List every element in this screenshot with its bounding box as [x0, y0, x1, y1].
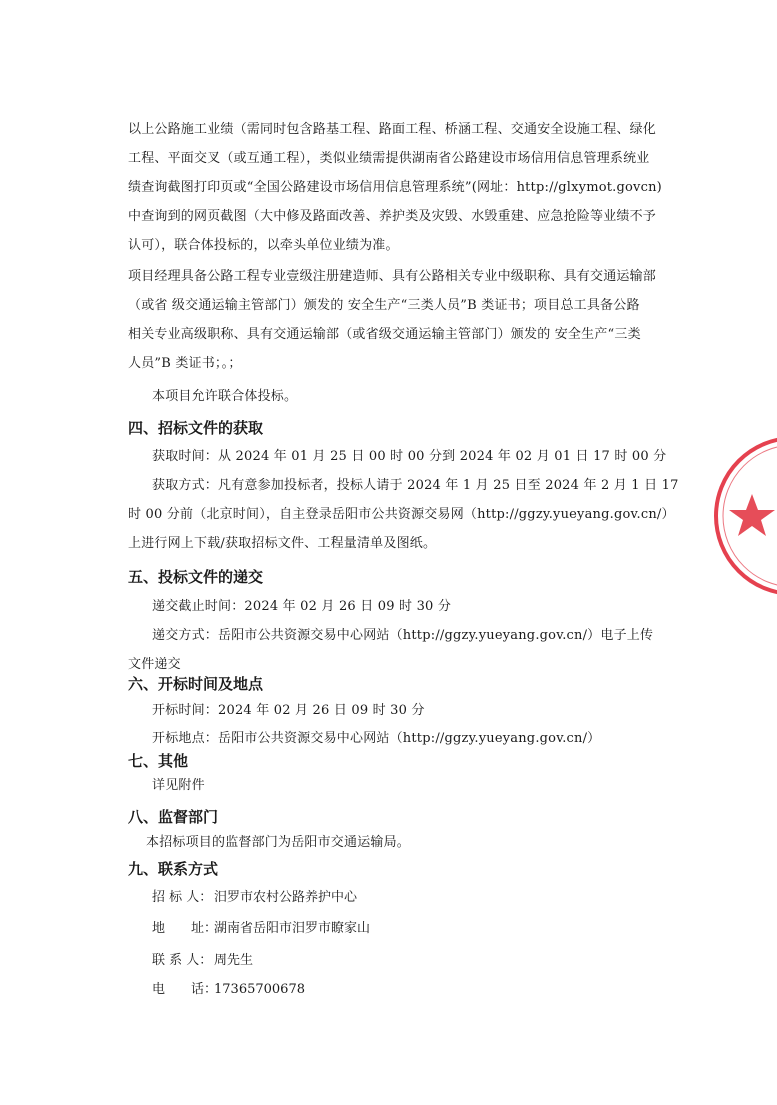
contact-label: 电 话：	[152, 982, 218, 997]
supervision-text	[146, 828, 682, 857]
opening-time	[152, 696, 688, 725]
text-line: 递交方式：岳阳市公共资源交易中心网站（http://ggzy.yueyang.gov.cn/）电子上传	[152, 628, 654, 643]
text-line: 递交截止时间：2024 年 02 月 26 日 09 时 30 分	[152, 599, 452, 614]
text-line: 绩查询截图打印页或“全国公路建设市场信用信息管理系统”(网址：http://glxymot.govcn)	[128, 180, 662, 195]
text-line: 本项目允许联合体投标。	[152, 389, 298, 404]
section-heading-4: 四、招标文件的获取	[128, 419, 264, 437]
text-line: 相关专业高级职称、具有交通运输部（或省级交通运输主管部门）颁发的 安全生产“三类	[128, 327, 641, 342]
submit-deadline	[152, 592, 688, 621]
submit-method	[128, 621, 664, 679]
text-line: （或省 级交通运输主管部门）颁发的 安全生产“三类人员”B 类证书；项目总工具备公路	[128, 298, 640, 313]
contact-value: 湖南省岳阳市汨罗市瞭家山	[214, 921, 371, 936]
contact-value: 周先生	[214, 953, 254, 968]
official-seal	[712, 432, 777, 600]
acquire-time	[152, 442, 688, 471]
contact-value: 汨罗市农村公路养护中心	[214, 890, 358, 905]
intro-paragraph	[128, 115, 664, 260]
text-line: 认可），联合体投标的，以牵头单位业绩为准。	[128, 238, 399, 253]
text-line: 开标地点：岳阳市公共资源交易中心网站（http://ggzy.yueyang.gov.cn/）	[152, 731, 601, 746]
text-line: 上进行网上下载/获取招标文件、工程量清单及图纸。	[128, 536, 437, 551]
contact-row-tenderer	[152, 886, 357, 905]
contact-label: 联 系 人：	[152, 953, 213, 968]
text-line: 以上公路施工业绩（需同时包含路基工程、路面工程、桥涵工程、交通安全设施工程、绿化	[128, 122, 657, 137]
contact-row-address	[152, 917, 370, 936]
section-heading-8: 八、监督部门	[128, 808, 219, 826]
opening-place	[152, 724, 688, 753]
text-line: 文件递交	[128, 657, 181, 672]
text-line: 项目经理具备公路工程专业壹级注册建造师、具有公路相关专业中级职称、具有交通运输部	[128, 269, 657, 284]
other-text	[152, 771, 688, 800]
text-line: 开标时间：2024 年 02 月 26 日 09 时 30 分	[152, 703, 425, 718]
section-heading-9: 九、联系方式	[128, 860, 219, 878]
contact-label: 招 标 人：	[152, 890, 213, 905]
contact-label: 地 址：	[152, 921, 218, 936]
contact-row-person	[152, 949, 253, 968]
section-heading-6: 六、开标时间及地点	[128, 675, 264, 693]
text-line: 中查询到的网页截图（大中修及路面改善、养护类及灾毁、水毁重建、应急抢险等业绩不予	[128, 209, 657, 224]
contact-row-phone	[152, 978, 305, 997]
section-heading-5: 五、投标文件的递交	[128, 568, 264, 586]
text-line: 时 00 分前（北京时间），自主登录岳阳市公共资源交易网（http://ggzy.yueyang.gov.cn/）	[128, 507, 675, 522]
contact-value: 17365700678	[214, 982, 305, 997]
text-line: 工程、平面交叉（或互通工程），类似业绩需提供湖南省公路建设市场信用信息管理系统业	[128, 151, 650, 166]
text-line: 本招标项目的监督部门为岳阳市交通运输局。	[146, 835, 411, 850]
text-line: 详见附件	[152, 778, 205, 793]
manager-requirement-paragraph	[128, 262, 664, 378]
consortium-paragraph	[152, 382, 688, 411]
acquire-method	[128, 471, 679, 558]
text-line: 获取时间：从 2024 年 01 月 25 日 00 时 00 分到 2024 年 02 月 01 日 17 时 00 分	[152, 449, 667, 464]
text-line: 人员”B 类证书；。；	[128, 356, 242, 371]
section-heading-7: 七、其他	[128, 752, 189, 770]
text-line: 获取方式：凡有意参加投标者，投标人请于 2024 年 1 月 25 日至 2024 年 2 月 1 日 17	[152, 478, 679, 493]
